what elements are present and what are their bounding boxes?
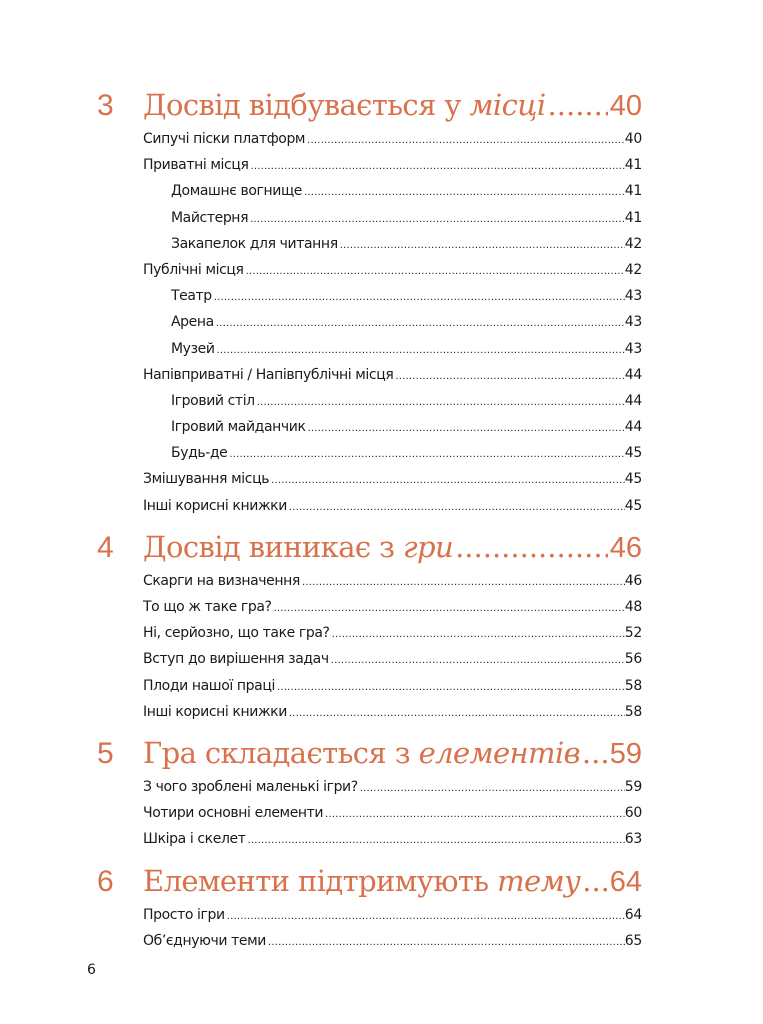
entry-page-number: 44 <box>624 419 642 436</box>
entry-label: Ні, серйозно, що таке гра? <box>143 625 330 642</box>
entry-page-number: 44 <box>624 392 642 409</box>
entry-label: Приватні місця <box>143 157 249 174</box>
dot-leader <box>548 84 608 126</box>
entry-page-number: 46 <box>624 572 642 589</box>
chapter-title <box>143 526 453 568</box>
toc-entry[interactable] <box>143 826 642 852</box>
chapter-number: 6 <box>97 864 114 898</box>
chapter-page-number: 40 <box>609 90 642 122</box>
entry-page-number: 41 <box>624 157 642 174</box>
toc-entry[interactable] <box>143 126 642 152</box>
chapter-title <box>143 84 546 126</box>
chapter-title-text: Досвід виникає з <box>143 529 403 564</box>
entry-label: То що ж таке гра? <box>143 599 272 615</box>
dot-leader <box>582 732 608 774</box>
entry-page-number: 45 <box>624 471 642 488</box>
toc-subentry[interactable] <box>171 336 642 362</box>
dot-leader <box>455 526 608 568</box>
dot-leader <box>214 285 625 311</box>
chapter-title-text: Гра складається з <box>143 735 419 770</box>
entry-label: Сипучі піски платформ <box>143 131 306 147</box>
entry-page-number: 41 <box>624 209 642 226</box>
entry-label: З чого зроблені маленькі ігри? <box>143 778 358 795</box>
toc-subentry[interactable] <box>171 309 642 335</box>
toc-subentry[interactable] <box>171 231 642 257</box>
dot-leader <box>246 259 625 285</box>
dot-leader <box>304 180 625 206</box>
entry-page-number: 45 <box>624 497 642 514</box>
toc-entry[interactable] <box>143 646 642 672</box>
entry-page-number: 40 <box>624 131 642 147</box>
entry-label: Ігровий майданчик <box>171 419 306 436</box>
dot-leader <box>250 207 625 233</box>
chapter-heading[interactable] <box>97 526 642 568</box>
entry-label: Ігровий стіл <box>171 392 255 409</box>
entry-label: Просто ігри <box>143 906 225 923</box>
chapter-title <box>143 860 580 902</box>
chapter-page-number: 64 <box>609 865 642 898</box>
dot-leader <box>227 904 625 930</box>
toc-entry[interactable] <box>143 493 642 519</box>
entry-page-number: 64 <box>624 906 642 923</box>
entry-label: Інші корисні книжки <box>143 497 287 514</box>
entry-label: Майстерня <box>171 209 249 226</box>
toc-entry[interactable] <box>143 673 642 699</box>
entry-label: Вступ до вирішення задач <box>143 651 329 668</box>
dot-leader <box>302 570 625 596</box>
entry-page-number: 58 <box>624 677 642 694</box>
chapter-title-emphasis: тему <box>497 863 581 898</box>
toc-subentry[interactable] <box>171 205 642 231</box>
entry-page-number: 59 <box>624 778 642 795</box>
dot-leader <box>289 701 625 727</box>
chapter-heading[interactable] <box>97 84 642 126</box>
dot-leader <box>274 596 625 622</box>
toc-subentry[interactable] <box>171 388 642 414</box>
entry-label: Інші корисні книжки <box>143 703 287 720</box>
dot-leader <box>271 468 625 494</box>
toc-entry[interactable] <box>143 902 642 928</box>
entry-label: Домашнє вогнище <box>171 183 302 200</box>
dot-leader <box>217 338 625 364</box>
toc-entry[interactable] <box>143 257 642 283</box>
chapter-page-number: 46 <box>609 531 642 564</box>
toc-entry[interactable] <box>143 568 642 594</box>
entry-label: Будь-де <box>171 445 228 462</box>
toc-subentry[interactable] <box>171 178 642 204</box>
toc-subentry[interactable] <box>171 283 642 309</box>
dot-leader <box>307 128 625 154</box>
dot-leader <box>582 860 607 902</box>
dot-leader <box>257 390 625 416</box>
chapter-title-emphasis: елементів <box>418 735 580 770</box>
entry-page-number: 42 <box>624 235 642 252</box>
dot-leader <box>308 416 625 442</box>
entry-page-number: 43 <box>624 288 642 305</box>
entry-label: Змішування місць <box>143 471 270 488</box>
entry-page-number: 60 <box>624 805 642 822</box>
dot-leader <box>268 930 625 956</box>
entry-label: Об’єднуючи теми <box>143 932 266 949</box>
toc-subentry[interactable] <box>171 414 642 440</box>
dot-leader <box>251 154 625 180</box>
toc-entry[interactable] <box>143 362 642 388</box>
entry-page-number: 43 <box>624 340 642 357</box>
toc-subentry[interactable] <box>171 440 642 466</box>
entry-label: Закапелок для читання <box>171 235 338 252</box>
chapter-title-text: Досвід відбувається у <box>143 88 470 122</box>
entry-label: Музей <box>171 340 215 357</box>
toc-entry[interactable] <box>143 699 642 725</box>
chapter-title-text: Елементи підтримують <box>143 863 498 898</box>
entry-page-number: 58 <box>624 703 642 720</box>
chapter-title-emphasis: місці <box>469 88 546 122</box>
toc-entry[interactable] <box>143 594 642 620</box>
chapter-page-number: 59 <box>609 737 642 770</box>
table-of-contents <box>97 84 642 954</box>
chapter-heading[interactable] <box>97 860 642 902</box>
dot-leader <box>332 622 625 648</box>
toc-entry[interactable] <box>143 928 642 954</box>
dot-leader <box>277 675 625 701</box>
entry-page-number: 65 <box>624 932 642 949</box>
chapter-number: 3 <box>97 89 114 122</box>
chapter-3 <box>97 84 642 519</box>
entry-label: Напівприватні / Напівпублічні місця <box>143 366 394 383</box>
toc-entry[interactable] <box>143 620 642 646</box>
chapter-title <box>143 732 580 774</box>
toc-entry[interactable] <box>143 152 642 178</box>
dot-leader <box>229 442 624 468</box>
dot-leader <box>289 495 625 521</box>
dot-leader <box>331 648 625 674</box>
dot-leader <box>247 828 624 854</box>
chapter-number: 5 <box>97 736 114 770</box>
toc-entry[interactable] <box>143 774 642 800</box>
entry-page-number: 41 <box>624 183 642 200</box>
entry-label: Шкіра і скелет <box>143 831 246 848</box>
entry-label: Арена <box>171 314 214 331</box>
entry-page-number: 48 <box>624 599 642 615</box>
dot-leader <box>216 311 625 337</box>
page-number: 6 <box>87 962 96 978</box>
dot-leader <box>360 776 625 802</box>
toc-entry[interactable] <box>143 800 642 826</box>
chapter-title-emphasis: гри <box>402 529 454 564</box>
chapter-6 <box>97 860 642 954</box>
entry-page-number: 42 <box>624 261 642 278</box>
entry-page-number: 56 <box>624 651 642 668</box>
entry-page-number: 52 <box>624 625 642 642</box>
entry-label: Театр <box>171 288 212 305</box>
entry-label: Чотири основні елементи <box>143 805 324 822</box>
entry-page-number: 63 <box>624 831 642 848</box>
toc-entry[interactable] <box>143 466 642 492</box>
dot-leader <box>395 364 624 390</box>
chapter-number: 4 <box>97 530 114 564</box>
entry-page-number: 43 <box>624 314 642 331</box>
chapter-heading[interactable] <box>97 732 642 774</box>
entry-label: Публічні місця <box>143 261 244 278</box>
entry-label: Плоди нашої праці <box>143 677 275 694</box>
dot-leader <box>340 233 625 259</box>
chapter-5 <box>97 732 642 853</box>
chapter-4 <box>97 526 642 725</box>
dot-leader <box>325 802 625 828</box>
entry-page-number: 45 <box>624 445 642 462</box>
entry-label: Скарги на визначення <box>143 572 300 589</box>
entry-page-number: 44 <box>624 366 642 383</box>
